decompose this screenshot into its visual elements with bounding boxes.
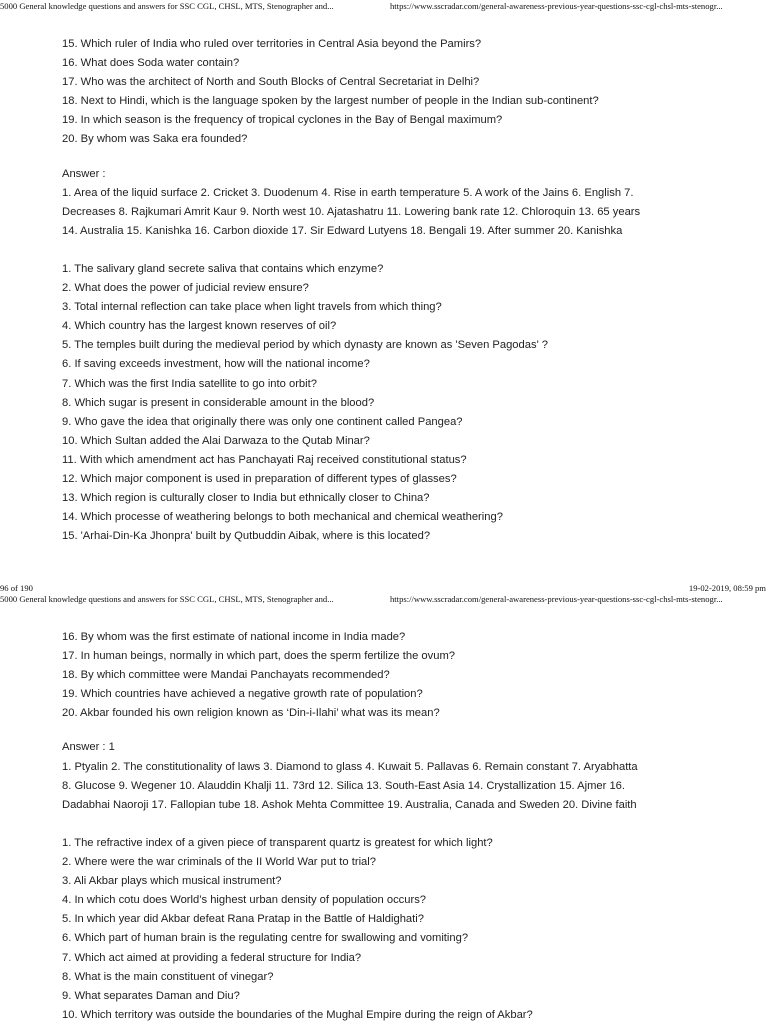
question-item: 6. If saving exceeds investment, how will the national income?	[62, 358, 370, 371]
question-item: 20. Akbar founded his own religion known as ‘Din-i-Ilahi’ what was its mean?	[62, 707, 440, 720]
question-item: 7. Which act aimed at providing a federal structure for India?	[62, 951, 362, 964]
answer-line: 1. Area of the liquid surface 2. Cricket 3. Duodenum 4. Rise in earth temperature 5. A work of the Jains 6. English 7.	[62, 186, 634, 199]
question-item: 10. Which Sultan added the Alai Darwaza to the Qutab Minar?	[62, 434, 370, 447]
question-item: 8. Which sugar is present in considerable amount in the blood?	[62, 396, 375, 409]
question-item: 20. By whom was Saka era founded?	[62, 133, 248, 146]
question-item: 5. The temples built during the medieval period by which dynasty are known as 'Seven Pagodas' ?	[62, 339, 549, 352]
question-item: 4. In which cotu does World’s highest urban density of population occurs?	[62, 894, 427, 907]
question-item: 17. Who was the architect of North and South Blocks of Central Secretariat in Delhi?	[62, 76, 480, 89]
question-item: 18. By which committee were Mandai Panchayats recommended?	[62, 669, 390, 682]
answer-line: Decreases 8. Rajkumari Amrit Kaur 9. North west 10. Ajatashatru 11. Lowering bank rate 12. Chloroquin 13. 65 years	[62, 205, 641, 218]
question-block-4	[62, 834, 702, 1025]
page-header-2	[0, 593, 768, 607]
question-block-3	[62, 628, 702, 815]
question-item: 6. Which part of human brain is the regulating centre for swallowing and vomiting?	[62, 932, 469, 945]
answer-label: Answer : 1	[62, 741, 115, 754]
header-title: 5000 General knowledge questions and answers for SSC CGL, CHSL, MTS, Stenographer and...	[0, 594, 334, 604]
header-url[interactable]: https://www.sscradar.com/general-awareness-previous-year-questions-ssc-cgl-chsl-mts-stenogr...	[390, 1, 723, 11]
question-block-1	[62, 35, 702, 241]
question-item: 16. What does Soda water contain?	[62, 57, 240, 70]
question-item: 9. What separates Daman and Diu?	[62, 989, 240, 1002]
question-item: 15. 'Arhai-Din-Ka Jhonpra' built by Qutbuddin Aibak, where is this located?	[62, 530, 431, 543]
page-number: 96 of 190	[0, 583, 33, 593]
question-item: 19. Which countries have achieved a negative growth rate of population?	[62, 688, 423, 701]
answer-label: Answer :	[62, 167, 106, 180]
question-item: 12. Which major component is used in preparation of different types of glasses?	[62, 473, 457, 486]
question-item: 7. Which was the first India satellite to go into orbit?	[62, 377, 317, 390]
question-item: 19. In which season is the frequency of tropical cyclones in the Bay of Bengal maximum?	[62, 114, 503, 127]
question-item: 11. With which amendment act has Panchayati Raj received constitutional status?	[62, 453, 467, 466]
question-item: 17. In human beings, normally in which part, does the sperm fertilize the ovum?	[62, 650, 456, 663]
question-item: 4. Which country has the largest known reserves of oil?	[62, 320, 337, 333]
question-item: 10. Which territory was outside the boundaries of the Mughal Empire during the reign of Akbar?	[62, 1008, 533, 1021]
answer-line: 1. Ptyalin 2. The constitutionality of laws 3. Diamond to glass 4. Kuwait 5. Pallavas 6. Remain constant 7. Aryabhatta	[62, 760, 638, 773]
question-block-2	[62, 260, 702, 546]
question-item: 9. Who gave the idea that originally there was only one continent called Pangea?	[62, 415, 463, 428]
question-item: 5. In which year did Akbar defeat Rana Pratap in the Battle of Haldighati?	[62, 913, 424, 926]
page-header	[0, 0, 768, 14]
question-item: 1. The salivary gland secrete saliva that contains which enzyme?	[62, 263, 384, 275]
question-item: 3. Ali Akbar plays which musical instrument?	[62, 875, 282, 888]
question-item: 14. Which processe of weathering belongs to both mechanical and chemical weathering?	[62, 511, 503, 524]
answer-line: Dadabhai Naoroji 17. Fallopian tube 18. Ashok Mehta Committee 19. Australia, Canada and Sweden 20. Divine faith	[62, 798, 637, 811]
question-item: 8. What is the main constituent of vinegar?	[62, 970, 274, 983]
print-datetime: 19-02-2019, 08:59 pm	[688, 583, 766, 593]
question-item: 16. By whom was the first estimate of national income in India made?	[62, 631, 406, 643]
question-item: 13. Which region is culturally closer to India but ethnically closer to China?	[62, 492, 430, 505]
header-title: 5000 General knowledge questions and answers for SSC CGL, CHSL, MTS, Stenographer and...	[0, 1, 334, 11]
question-item: 3. Total internal reflection can take place when light travels from which thing?	[62, 301, 442, 314]
question-item: 15. Which ruler of India who ruled over territories in Central Asia beyond the Pamirs?	[62, 38, 482, 50]
header-url[interactable]: https://www.sscradar.com/general-awareness-previous-year-questions-ssc-cgl-chsl-mts-stenogr...	[390, 594, 723, 604]
answer-line: 8. Glucose 9. Wegener 10. Alauddin Khalji 11. 73rd 12. Silica 13. South-East Asia 14. Crystallization 15. Ajmer 16.	[62, 779, 626, 792]
question-item: 18. Next to Hindi, which is the language spoken by the largest number of people in the Indian sub-continent?	[62, 95, 599, 108]
question-item: 1. The refractive index of a given piece of transparent quartz is greatest for which light?	[62, 837, 493, 849]
question-item: 2. Where were the war criminals of the II World War put to trial?	[62, 856, 376, 869]
answer-line: 14. Australia 15. Kanishka 16. Carbon dioxide 17. Sir Edward Lutyens 18. Bengali 19. After summer 20. Kanishka	[62, 224, 623, 237]
question-item: 2. What does the power of judicial review ensure?	[62, 282, 309, 295]
